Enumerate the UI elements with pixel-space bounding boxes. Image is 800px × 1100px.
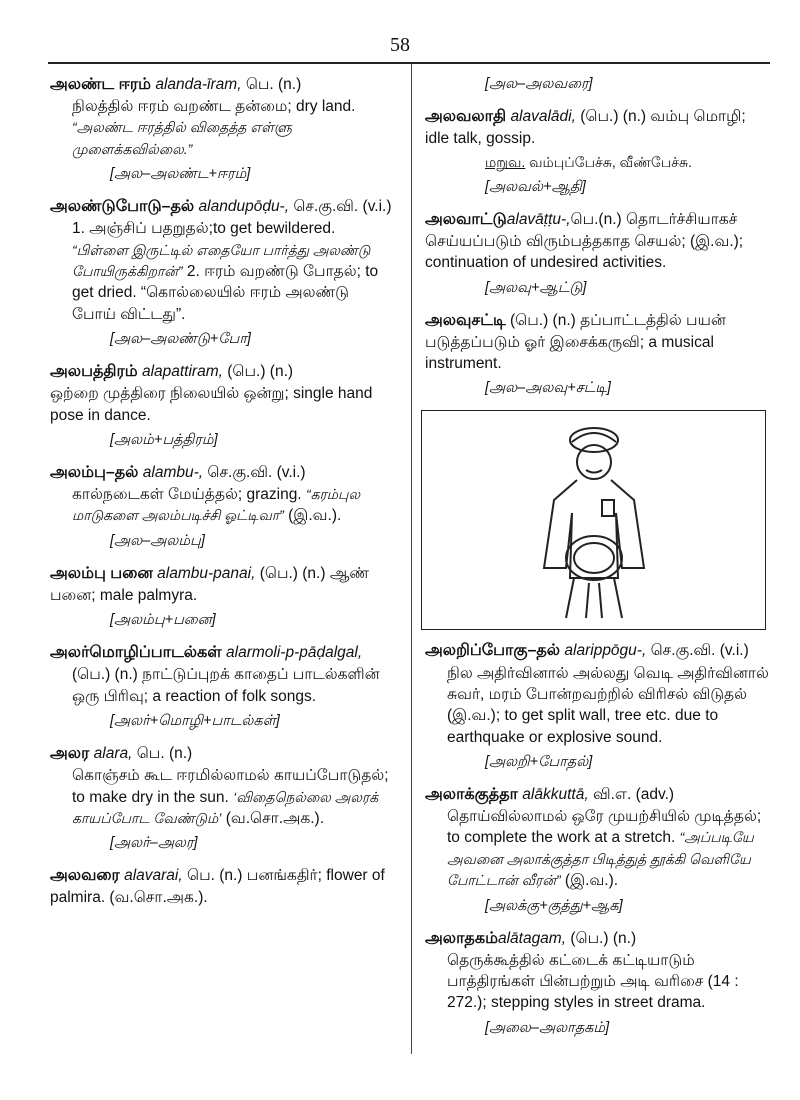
headword: அலவரை [50, 867, 120, 885]
synonym-label: மறுவ. [485, 154, 526, 171]
transliteration: alākkuttā, [522, 786, 589, 803]
etymology: [அல–அலவரை] [485, 76, 593, 92]
dictionary-entry [50, 196, 395, 349]
headword: அலம்பு பனை [50, 564, 153, 582]
example-quote: ‘விதைநெல்லை அலரக் காயப்போட வேண்டும்’ [72, 788, 379, 826]
etymology: [அல–அலண்டு+போ] [110, 331, 251, 348]
grammar-tag: (பெ.) (n.) [510, 311, 576, 329]
grammar-tag: (பெ.) (n.) [227, 363, 294, 381]
etymology: [அலர்+மொழி+பாடல்கள்] [110, 713, 280, 730]
headword: அலாக்குத்தா [425, 786, 518, 803]
etymology: [அலம்பு+பனை] [110, 612, 216, 629]
definition: தப்பாட்டத்தில் பயன் படுத்தப்படும் ஓர் இசைக்கருவி; a musical instrument. [425, 311, 726, 373]
definition: தொய்வில்லாமல் ஒரே முயற்சியில் முடித்தல்; to complete the work at a stretch. [447, 808, 762, 847]
dictionary-entry [425, 784, 770, 916]
transliteration: alavāṭṭu-, [506, 210, 571, 228]
headword: அலர்மொழிப்பாடல்கள் [50, 644, 222, 662]
definition-continued: (இ.வ.). [564, 872, 619, 890]
definition: நாட்டுப்புறக் காதைப் பாடல்களின் ஒரு பிரிவு; a reaction of folk songs. [72, 666, 380, 705]
definition: கொஞ்சம் கூட ஈரமில்லாமல் காயப்போடுதல்; to make dry in the sun. [72, 767, 389, 806]
grammar-tag: (பெ.) (n.) [580, 108, 647, 125]
etymology: [அலர்–அலர] [110, 835, 198, 852]
synonyms [485, 153, 770, 172]
headword: அலவலாதி [425, 108, 507, 125]
etymology: [அல–அலவு+சட்டி] [485, 380, 611, 397]
definition: தொடர்ச்சியாகச் செய்யப்படும் விரும்பத்தகாத செயல்; (இ.வ.); continuation of undesired activities. [425, 210, 744, 272]
dictionary-entry [50, 563, 395, 630]
headword: அலவாட்டு [425, 210, 507, 228]
definition: ஒற்றை முத்திரை நிலையில் ஒன்று; single hand pose in dance. [50, 385, 373, 424]
transliteration: alandupōḍu-, [198, 198, 290, 216]
definition: 1. அஞ்சிப் பதறுதல்;to get bewildered. [72, 220, 336, 238]
definition: ஆண் பனை; male palmyra. [50, 564, 370, 604]
drummer-icon [494, 418, 694, 623]
etymology: [அலம்+பத்திரம்] [110, 431, 218, 448]
headword: அலண்டுபோடு–தல் [50, 198, 195, 216]
header-rule [48, 62, 770, 64]
headword: அலறிப்போகு–தல் [425, 642, 561, 660]
dictionary-entry [425, 310, 770, 399]
dictionary-entry [425, 928, 770, 1038]
dictionary-entry [50, 865, 395, 908]
definition: வம்பு மொழி; idle talk, gossip. [425, 108, 746, 148]
grammar-tag: வி.எ. (adv.) [592, 786, 675, 803]
transliteration: alara, [93, 745, 133, 763]
synonym-text: வம்புப்பேச்சு, வீண்பேச்சு. [529, 154, 693, 171]
grammar-tag: (பெ.) (n.) [259, 564, 326, 582]
headword: அலண்ட ஈரம் [50, 76, 152, 93]
transliteration: alapattiram, [141, 363, 223, 381]
etymology: [அலக்கு+குத்து+ஆக] [485, 897, 623, 914]
dictionary-entry [425, 106, 770, 197]
definition: தெருக்கூத்தில் கட்டைக் கட்டியாடும் பாத்திரங்கள் பின்பற்றும் அடி வரிசை (14 : 272.); stepping styles in street drama. [447, 951, 739, 1012]
headword: அலாதகம் [425, 929, 498, 947]
example-quote: “அப்படியே அவனை அலாக்குத்தா பிடித்துத் தூக்கி வெளியே போட்டான் வீரன்” [447, 829, 754, 889]
drummer-illustration [421, 410, 766, 630]
transliteration: alarippōgu-, [564, 642, 647, 660]
grammar-tag: பெ. (n.) [187, 867, 243, 885]
transliteration: alavalādi, [510, 108, 576, 125]
transliteration: alanda-īram, [155, 76, 242, 93]
headword: அலவுசட்டி [425, 311, 506, 329]
definition-continued: 2. ஈரம் வறண்டு போதல்; to get dried. “கொல்லையில் ஈரம் அலண்டு போய் விட்டது”. [72, 263, 379, 323]
grammar-tag: பெ. (n.) [136, 745, 193, 763]
definition: பனங்கதிர்; flower of palmira. (வ.சொ.அக.). [50, 867, 385, 907]
etymology: [அலறி+போதல்] [485, 754, 593, 770]
dictionary-entry [425, 640, 770, 772]
grammar-tag: பெ.(n.) [570, 210, 622, 228]
definition-continued: (வ.சொ.அக.). [225, 809, 325, 827]
dictionary-entry [50, 743, 395, 853]
grammar-tag: பெ. (n.) [245, 76, 302, 93]
transliteration: alavarai, [124, 867, 183, 885]
grammar-tag: (பெ.) (n.) [72, 666, 138, 684]
definition: நில அதிர்வினால் அல்லது வெடி அதிர்வினால் சுவர், மரம் போன்றவற்றில் விரிசல் விடுதல் (இ.வ.); to get split wall, tree etc. due to earthquake or explosive sound. [447, 664, 769, 746]
definition: நிலத்தில் ஈரம் வறண்ட தன்மை; dry land. [72, 98, 356, 116]
grammar-tag: செ.கு.வி. (v.i.) [650, 642, 749, 660]
headword: அலம்பு–தல் [50, 463, 139, 481]
definition-continued: (இ.வ.). [288, 507, 342, 525]
etymology: [அல–அலம்பு] [110, 532, 205, 549]
headword: அலர [50, 745, 90, 763]
grammar-tag: செ.கு.வி. (v.i.) [293, 198, 392, 216]
dictionary-entry [50, 462, 395, 551]
transliteration: alātagam, [497, 929, 567, 947]
example-quote: “பிள்ளை இருட்டில் எதையோ பார்த்து அலண்டு போயிருக்கிறான்” [72, 241, 371, 280]
dictionary-entry [50, 74, 395, 184]
grammar-tag: செ.கு.வி. (v.i.) [207, 463, 306, 481]
right-column [425, 74, 770, 1050]
etymology: [அல–அலண்ட+ஈரம்] [110, 166, 251, 183]
etymology: [அலவல்+ஆதி] [485, 178, 586, 195]
etymology: [அலை–அலாதகம்] [485, 1019, 610, 1036]
transliteration: alambu-, [142, 463, 204, 481]
dictionary-entry [50, 642, 395, 731]
definition: கால்நடைகள் மேய்த்தல்; grazing. [72, 486, 302, 504]
dictionary-entry [50, 361, 395, 450]
etymology: [அலவு+ஆட்டு] [485, 279, 587, 296]
page-number: 58 [390, 34, 410, 56]
headword: அலபத்திரம் [50, 363, 138, 381]
grammar-tag: (பெ.) (n.) [570, 929, 637, 947]
example-quote: “கரம்புல மாடுகளை அலம்படிச்சி ஓட்டிவா” [72, 486, 361, 524]
dictionary-entry [425, 209, 770, 298]
left-column [50, 74, 395, 917]
transliteration: alarmoli-p-pāḍalgal, [226, 644, 363, 662]
example-quote: “அலண்ட ஈரத்தில் விதைத்த எள்ளு முளைக்கவில்லை.” [72, 119, 292, 157]
transliteration: alambu-panai, [157, 564, 256, 582]
column-divider [411, 64, 412, 1054]
